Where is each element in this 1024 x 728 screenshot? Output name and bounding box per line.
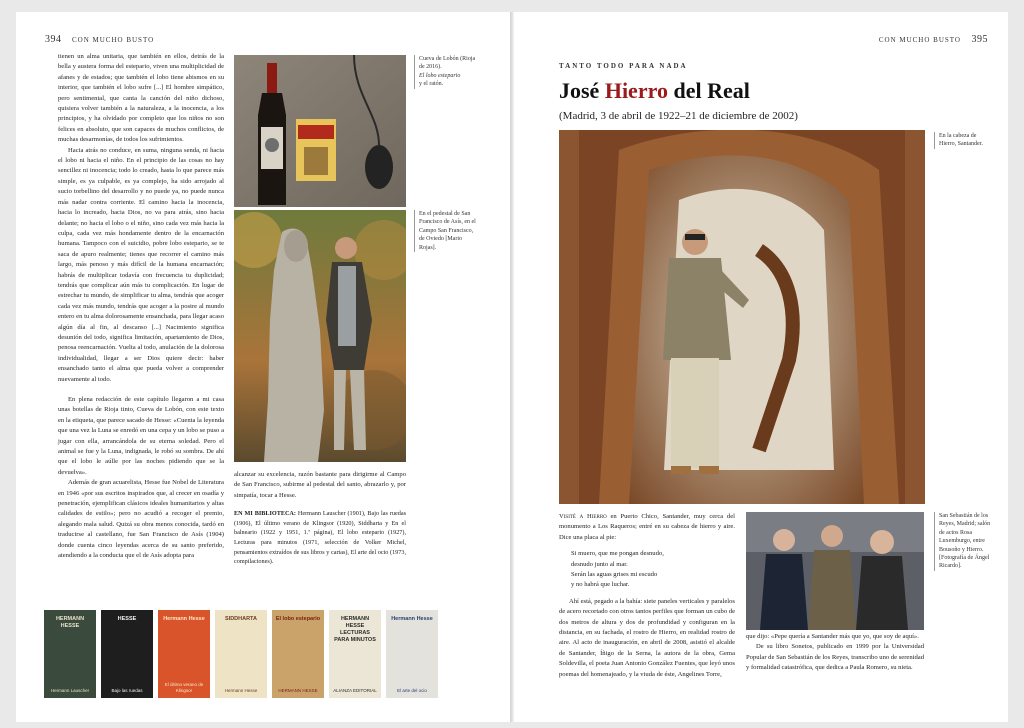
book-cover-title: HERMANN HESSE LECTURAS PARA MINUTOS xyxy=(334,616,376,643)
book-cover-subtitle: ALIANZA EDITORIAL xyxy=(333,687,377,693)
three-men-photo xyxy=(746,512,924,630)
right-column-1 xyxy=(559,512,735,680)
poem-line: Si muero, que me pongan desnudo, xyxy=(571,550,664,558)
left-page xyxy=(16,12,510,722)
paragraph: Ahí está, pegado a la bahía: siete paneles verticales y paralelos de acero recortado con otros tantos perfiles que forman un cubo de dos metros de altura y dos de profundidad y configuran en la distancia, en su fachada, el rostro de Hierro, en realidad rostro de aire. Al acto de inauguración, en abril de 2008, asistió el alcalde de Santander, Íñigo de la Serna, la autora de la obra, Gema Soldevilla, el poeta Juan Antonio González Fuentes, que leyó unos poemas del homenajeado, y la viuda de éste, Angelines Torre, xyxy=(559,597,735,678)
chapter-subtitle: (Madrid, 3 de abril de 1922–21 de diciembre de 2002) xyxy=(559,110,798,122)
book-cover xyxy=(272,610,324,698)
paragraph: Hacia atrás no conduce, en suma, ninguna senda, ni hacia el lobo ni hacia el niño. En el principio de las cosas no hay sencillez ni inocencia; todo lo creado, hasta lo que parece más simple, es ya culpable, es ya complejo, ha sido arrojado al sucio torbellino del desarrollo y no puede ya, no puede nunca más nadar contra corriente. El camino hacia la inocencia, hacia lo increado, hacia Dios, no va para atrás, sino hacia delante; no hacia el lobo o el niño, sino cada vez más hacia la culpa, cada vez más hondamente dentro de la encarnación humana. Tampoco con el suicidio, pobre lobo estepario, se te saca de apuro realmente; tienes que recorrer el camino más largo, más penoso y más difícil de la humana encarnación; habrás de multiplicar todavía con frecuencia tu duplicidad; tendrás que complicar aún más tu complicación. En lugar de estrechar tu mundo, de simplificar tu alma, tendrás que acoger cada vez más mundo, tendrás que acoger a la postre al mundo entero en tu alma dolorosamente ensanchada, para llegar acaso algún día al fin, al descanso [...] Nacimiento significa desunión del todo, significa limitación, apartamiento de Dios, penosa reencarnación. Vuelta al todo, anulación de la dolorosa individualidad, llegar a ser Dios quiere decir: haber ensanchado tanto el alma que pueda volver a comprender nuevamente al todo. xyxy=(58,146,224,383)
book-cover-title: HESSE xyxy=(117,616,137,622)
left-running-head: CON MUCHO BUSTO xyxy=(72,36,155,44)
book-cover-subtitle: Hermann Lauscher xyxy=(50,687,90,693)
book-cover-subtitle: Hermann Hesse xyxy=(224,687,258,693)
poem-line: desnudo junto al mar. xyxy=(571,560,628,568)
left-column-2 xyxy=(234,470,406,567)
book-cover xyxy=(386,610,438,698)
book-cover xyxy=(44,610,96,698)
poem xyxy=(571,549,735,591)
title-red: Hierro xyxy=(604,78,668,103)
library-text: Hermann Lauscher (1901), Bajo las ruedas (1906), El último verano de Klingsor (1920), Siddharta y En el balneario (1922 y 1951, 1.ª página), El lobo estepario (1927), Lecturas para minutos (1971, selección de Volker Michel, pensamientos extraídos de sus libros y cartas), El arte del ocio (1973, compilaciones). xyxy=(234,510,407,566)
right-page-number: 395 xyxy=(971,34,988,45)
left-page-number: 394 xyxy=(45,34,62,45)
paragraph: De su libro Sonetos, publicado en 1999 por la Universidad Popular de San Sebastián de los Reyes, transcribo uno de serenidad y formalidad catastrófica, que dedica a Paula Romero, su nieta. xyxy=(746,643,924,672)
statue-photo xyxy=(234,210,406,462)
caption-wine-title: El lobo estepario xyxy=(419,72,461,79)
right-page xyxy=(514,12,1008,722)
book-cover xyxy=(215,610,267,698)
left-header xyxy=(45,34,154,45)
book-cover-title: SIDDHARTA xyxy=(225,616,257,622)
right-column-2 xyxy=(746,632,924,674)
right-running-head: CON MUCHO BUSTO xyxy=(878,36,961,44)
book-cover-title: El lobo estepario xyxy=(275,616,321,622)
book-cover-subtitle: El arte del ocio xyxy=(397,687,427,693)
caption-statue: En el pedestal de San Francisco de Asís, en el Campo San Francisco, de Oviedo [Mario Rojas]. xyxy=(414,210,480,252)
caption-main: En la cabeza de Hierro, Santander. xyxy=(934,132,992,149)
book-cover-subtitle: Bajo las ruedas xyxy=(111,687,143,693)
title-last: del Real xyxy=(673,78,750,103)
poem-line: y no habrá que luchar. xyxy=(571,581,630,589)
paragraph: En plena redacción de este capítulo llegaron a mi casa unas botellas de Rioja tinto, Cueva de Lobón, con este texto en la etiqueta, que parece sacado de Hesse: «Cuenta la leyenda que una vez la Luna se enredó en una cepa y un lobo se puso a jugar con ella, arrancándola de su eterna soledad. Pero el animal se fue y la Luna, indignada, le robó su sombra. De ahí que el lobo le aúlle por las noches pidiendo que se la devuelva». xyxy=(58,396,224,476)
library-list xyxy=(234,509,406,567)
kicker: TANTO TODO PARA NADA xyxy=(559,62,688,70)
library-label: EN MI BIBLIOTECA: xyxy=(234,510,296,518)
wine-bottle-photo xyxy=(234,55,406,207)
title-first: José xyxy=(559,78,600,103)
paragraph: alcanzar su excelencia, razón bastante para dirigirme al Campo de San Francisco, subirme al pedestal del santo, abrazarlo y, por simpatía, tocar a Hesse. xyxy=(234,471,406,499)
book-cover xyxy=(101,610,153,698)
book-cover-subtitle: El último verano de Klingsor xyxy=(164,682,204,693)
paragraph: tienen un alma unitaria, que también en ellos, detrás de la bella y austera forma del estepario, viven una multiplicidad de afanes y de estados; que también el lobo tiene abismos en su interior, que también el lobo sufre [...] El hombre simpático, pero sentimental, que canta la canción del niño dichoso, quisiera volver también a la naturaleza, a la inocencia, a los principios, y ha olvidado por completo que los niños no son felices en absoluto, que son capaces de muchos conflictos, de muchas desarmonías, de todos los sufrimientos. xyxy=(58,53,224,144)
chapter-title xyxy=(559,78,750,104)
paragraph: Además de gran acuarelista, Hesse fue Nobel de Literatura en 1946 «por sus escritos inspirados que, al crecer en osadía y penetración, ejemplifican clásicos ideales humanitarios y altas calidades de estilo»; pero no acudió a recoger el premio, alegando mala salud. Quizá su obra menos conocida, tardó en traducirse al castellano, fue San Francisco de Asís (1904) donde cuenta cinco leyendas acerca de su santo preferido, atendiendo a la conducta que el de Asís adopta para xyxy=(58,479,224,560)
caption-wine-line1: Cueva de Lobón (Rioja de 2016). xyxy=(419,56,476,71)
paragraph: que dijo: «Pepe quería a Santander más que yo, que soy de aquí». xyxy=(746,633,919,640)
left-column-1 xyxy=(58,52,224,562)
intro-text: en Puerto Chico, Santander, muy cerca del monumento a Los Raqueros; entré en su cabeza de hierro y aire. Dice una placa al pie: xyxy=(559,513,735,541)
intro-paragraph xyxy=(559,512,735,543)
book-cover-title: Hermann Hesse xyxy=(391,616,433,622)
book-cover xyxy=(158,610,210,698)
caption-wine xyxy=(414,55,480,89)
book-cover-subtitle: HERMANN HESSE xyxy=(278,687,318,693)
intro-smallcaps: Visité a Hierro xyxy=(559,513,607,520)
caption-small: San Sebastián de los Reyes, Madrid; salón de actos Rosa Luxemburgo, entre Bousoño y Hierro. [Fotografía de Ángel Ricardo]. xyxy=(934,512,992,571)
hierro-sculpture-photo xyxy=(559,130,925,504)
right-header xyxy=(879,34,988,45)
caption-wine-line3: y el ratón. xyxy=(419,81,444,88)
book-cover xyxy=(329,610,381,698)
book-cover-title: Hermann Hesse xyxy=(163,616,205,622)
book-cover-title: HERMANN HESSE xyxy=(55,616,85,629)
poem-line: Serán las aguas grises mi escudo xyxy=(571,571,658,579)
